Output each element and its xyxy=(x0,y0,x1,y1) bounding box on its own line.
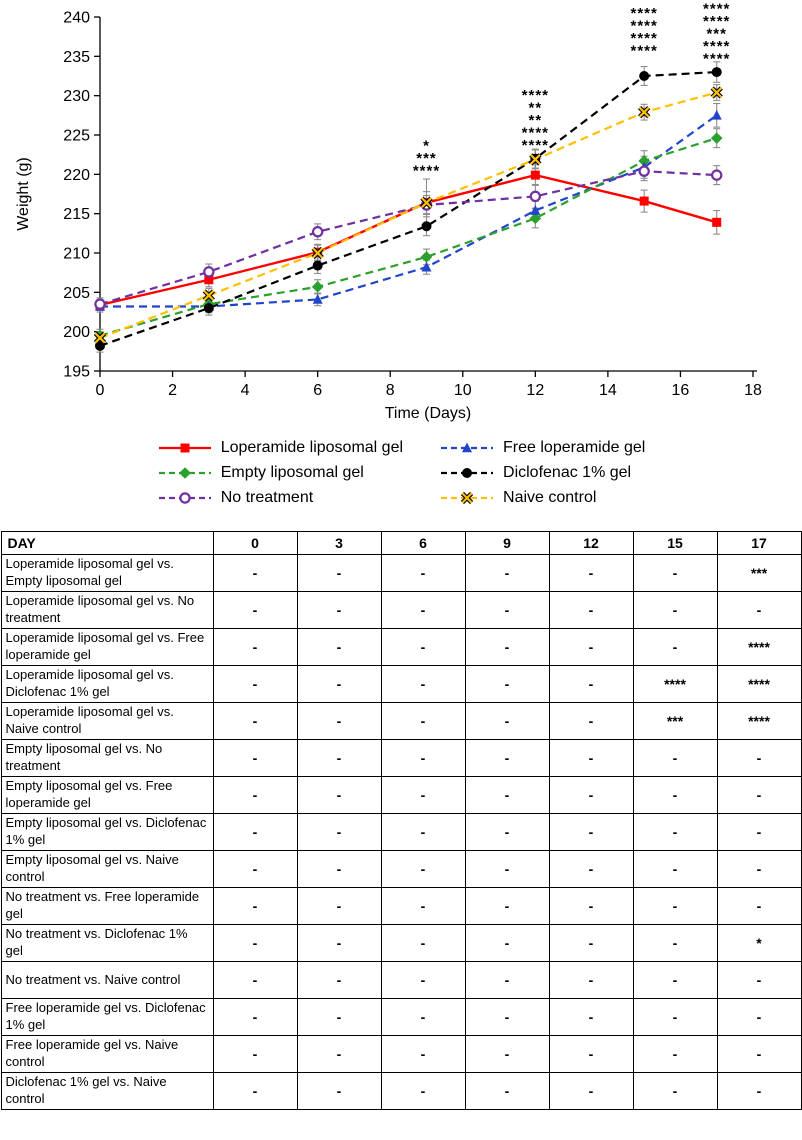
svg-text:2: 2 xyxy=(168,382,178,399)
svg-text:8: 8 xyxy=(385,382,395,399)
significance-cell: - xyxy=(717,888,801,925)
significance-cell: - xyxy=(297,555,381,592)
significance-cell: - xyxy=(633,851,717,888)
significance-cell: - xyxy=(381,777,465,814)
significance-cell: - xyxy=(549,999,633,1036)
significance-cell: - xyxy=(465,851,549,888)
significance-cell: - xyxy=(213,999,297,1036)
svg-text:****: **** xyxy=(521,86,550,104)
svg-text:****: **** xyxy=(703,0,731,18)
significance-cell: - xyxy=(549,666,633,703)
svg-text:****: **** xyxy=(630,42,658,60)
comparison-label: Empty liposomal gel vs. Diclofenac 1% gel xyxy=(1,814,213,851)
significance-cell: **** xyxy=(717,629,801,666)
legend-marker-icon xyxy=(439,465,495,481)
svg-text:4: 4 xyxy=(240,382,250,399)
comparison-label: Empty liposomal gel vs. Free loperamide gel xyxy=(1,777,213,814)
significance-cell: - xyxy=(549,777,633,814)
y-axis-title: Weight (g) xyxy=(15,157,32,231)
significance-cell: - xyxy=(297,925,381,962)
comparison-label: Loperamide liposomal gel vs. No treatment xyxy=(1,592,213,629)
comparison-label: Loperamide liposomal gel vs. Naive control xyxy=(1,703,213,740)
significance-cell: - xyxy=(633,1073,717,1110)
significance-cell: - xyxy=(633,1036,717,1073)
significance-cell: - xyxy=(381,629,465,666)
significance-cell: - xyxy=(549,703,633,740)
svg-text:220: 220 xyxy=(63,166,90,184)
significance-cell: - xyxy=(381,740,465,777)
significance-cell: - xyxy=(549,851,633,888)
significance-cell: - xyxy=(465,592,549,629)
svg-text:****: **** xyxy=(412,162,441,180)
significance-cell: - xyxy=(297,777,381,814)
significance-cell: - xyxy=(465,740,549,777)
significance-cell: - xyxy=(717,851,801,888)
table-row xyxy=(1,999,801,1036)
legend-label: Empty liposomal gel xyxy=(220,464,364,481)
legend-marker-icon xyxy=(439,490,495,506)
significance-cell: - xyxy=(213,888,297,925)
table-row xyxy=(1,962,801,999)
significance-cell: *** xyxy=(633,703,717,740)
legend-marker-icon xyxy=(439,440,495,456)
significance-cell: - xyxy=(381,1073,465,1110)
significance-cell: - xyxy=(465,814,549,851)
legend-marker-icon xyxy=(157,490,213,506)
comparison-label: No treatment vs. Naive control xyxy=(1,962,213,999)
significance-cell: - xyxy=(465,1073,549,1110)
svg-text:200: 200 xyxy=(63,324,90,342)
significance-cell: - xyxy=(297,1073,381,1110)
significance-cell: - xyxy=(213,777,297,814)
legend-label: No treatment xyxy=(220,489,314,506)
svg-text:6: 6 xyxy=(313,382,323,399)
svg-text:230: 230 xyxy=(63,88,90,106)
comparison-label: Loperamide liposomal gel vs. Diclofenac 1% gel xyxy=(1,666,213,703)
day-value-header: 12 xyxy=(549,532,633,555)
table-row xyxy=(1,1036,801,1073)
comparison-label: No treatment vs. Diclofenac 1% gel xyxy=(1,925,213,962)
significance-cell: - xyxy=(633,777,717,814)
svg-text:18: 18 xyxy=(744,382,762,399)
legend-item xyxy=(439,489,645,507)
svg-text:235: 235 xyxy=(63,48,90,66)
significance-cell: - xyxy=(633,925,717,962)
significance-cell: - xyxy=(381,592,465,629)
significance-cell: - xyxy=(297,962,381,999)
svg-text:**: ** xyxy=(528,99,543,117)
significance-cell: - xyxy=(549,888,633,925)
svg-text:***: *** xyxy=(706,25,727,43)
significance-cell: - xyxy=(381,851,465,888)
significance-cell: - xyxy=(549,962,633,999)
significance-cell: - xyxy=(381,555,465,592)
svg-text:0: 0 xyxy=(95,382,105,399)
significance-cell: - xyxy=(465,629,549,666)
table-row xyxy=(1,925,801,962)
significance-cell: - xyxy=(213,1073,297,1110)
significance-cell: - xyxy=(633,555,717,592)
significance-cell: - xyxy=(549,814,633,851)
significance-cell: - xyxy=(465,703,549,740)
comparison-label: Empty liposomal gel vs. Naive control xyxy=(1,851,213,888)
svg-text:14: 14 xyxy=(598,382,617,399)
significance-cell: - xyxy=(213,925,297,962)
legend-marker-icon xyxy=(157,465,213,481)
significance-cell: - xyxy=(297,814,381,851)
significance-cell: - xyxy=(381,1036,465,1073)
day-value-header: 17 xyxy=(717,532,801,555)
significance-cell: - xyxy=(297,592,381,629)
significance-cell: - xyxy=(465,925,549,962)
svg-text:210: 210 xyxy=(63,245,90,263)
significance-cell: - xyxy=(633,999,717,1036)
significance-cell: - xyxy=(381,814,465,851)
legend-label: Free loperamide gel xyxy=(503,439,646,456)
svg-text:240: 240 xyxy=(63,9,90,27)
table-row xyxy=(1,555,801,592)
significance-cell: - xyxy=(549,925,633,962)
table-row xyxy=(1,1073,801,1110)
table-row xyxy=(1,740,801,777)
svg-text:225: 225 xyxy=(63,127,90,145)
significance-cell: - xyxy=(213,555,297,592)
significance-cell: - xyxy=(633,592,717,629)
table-row xyxy=(1,592,801,629)
significance-cell: - xyxy=(549,740,633,777)
weight-chart xyxy=(0,0,802,432)
legend-item xyxy=(439,439,645,457)
table-row xyxy=(1,703,801,740)
significance-cell: - xyxy=(717,777,801,814)
svg-text:205: 205 xyxy=(63,284,90,302)
significance-cell: - xyxy=(633,740,717,777)
significance-cell: - xyxy=(717,592,801,629)
svg-text:****: **** xyxy=(630,17,658,35)
significance-cell: - xyxy=(213,703,297,740)
significance-cell: - xyxy=(465,1036,549,1073)
svg-text:****: **** xyxy=(521,124,550,142)
svg-text:****: **** xyxy=(521,136,550,154)
day-value-header: 15 xyxy=(633,532,717,555)
significance-cell: **** xyxy=(717,666,801,703)
chart-plot-area xyxy=(63,0,762,399)
significance-cell: - xyxy=(213,592,297,629)
significance-table xyxy=(1,531,802,1110)
legend-item xyxy=(157,489,403,507)
svg-text:16: 16 xyxy=(671,382,690,399)
significance-cell: - xyxy=(465,666,549,703)
legend-item xyxy=(439,464,645,482)
x-axis-title: Time (Days) xyxy=(384,405,472,422)
table-row xyxy=(1,814,801,851)
significance-cell: **** xyxy=(717,703,801,740)
table-header-row xyxy=(1,532,801,555)
significance-cell: - xyxy=(213,814,297,851)
legend-item xyxy=(157,464,403,482)
significance-cell: - xyxy=(297,629,381,666)
significance-cell: * xyxy=(717,925,801,962)
svg-text:****: **** xyxy=(630,5,658,23)
comparison-label: Loperamide liposomal gel vs. Free loperamide gel xyxy=(1,629,213,666)
significance-cell: - xyxy=(717,1073,801,1110)
comparison-label: Free loperamide gel vs. Naive control xyxy=(1,1036,213,1073)
table-row xyxy=(1,851,801,888)
significance-cell: - xyxy=(297,740,381,777)
significance-cell: - xyxy=(297,1036,381,1073)
svg-text:12: 12 xyxy=(526,382,545,399)
svg-text:*: * xyxy=(423,137,430,155)
day-value-header: 3 xyxy=(297,532,381,555)
significance-cell: - xyxy=(549,592,633,629)
legend-label: Loperamide liposomal gel xyxy=(220,439,404,456)
significance-cell: *** xyxy=(717,555,801,592)
svg-text:****: **** xyxy=(630,30,658,48)
day-value-header: 0 xyxy=(213,532,297,555)
legend-label: Naive control xyxy=(503,489,597,506)
table-body xyxy=(1,555,801,1110)
svg-text:195: 195 xyxy=(63,363,90,381)
table-row xyxy=(1,888,801,925)
legend-item xyxy=(157,439,403,457)
significance-cell: **** xyxy=(633,666,717,703)
significance-cell: - xyxy=(381,999,465,1036)
day-value-header: 6 xyxy=(381,532,465,555)
chart-legend xyxy=(157,439,646,507)
legend-marker-icon xyxy=(157,440,213,456)
table-row xyxy=(1,666,801,703)
significance-cell: - xyxy=(717,962,801,999)
significance-cell: - xyxy=(297,851,381,888)
significance-cell: - xyxy=(381,925,465,962)
significance-cell: - xyxy=(213,740,297,777)
significance-cell: - xyxy=(213,962,297,999)
significance-cell: - xyxy=(381,703,465,740)
significance-cell: - xyxy=(465,999,549,1036)
significance-cell: - xyxy=(381,962,465,999)
significance-cell: - xyxy=(633,814,717,851)
significance-cell: - xyxy=(381,888,465,925)
significance-cell: - xyxy=(717,1036,801,1073)
significance-cell: - xyxy=(633,962,717,999)
significance-cell: - xyxy=(717,740,801,777)
significance-cell: - xyxy=(297,999,381,1036)
significance-cell: - xyxy=(381,666,465,703)
significance-cell: - xyxy=(213,851,297,888)
significance-cell: - xyxy=(213,1036,297,1073)
significance-cell: - xyxy=(717,814,801,851)
comparison-label: Diclofenac 1% gel vs. Naive control xyxy=(1,1073,213,1110)
significance-cell: - xyxy=(633,888,717,925)
comparison-label: Loperamide liposomal gel vs. Empty liposomal gel xyxy=(1,555,213,592)
significance-cell: - xyxy=(465,777,549,814)
significance-cell: - xyxy=(465,962,549,999)
significance-cell: - xyxy=(297,666,381,703)
svg-text:****: **** xyxy=(703,37,731,55)
day-value-header: 9 xyxy=(465,532,549,555)
comparison-label: Empty liposomal gel vs. No treatment xyxy=(1,740,213,777)
significance-cell: - xyxy=(465,555,549,592)
svg-text:215: 215 xyxy=(63,206,90,224)
svg-text:****: **** xyxy=(703,50,731,68)
significance-cell: - xyxy=(633,629,717,666)
svg-text:***: *** xyxy=(416,149,437,167)
svg-text:**: ** xyxy=(528,111,543,129)
svg-text:****: **** xyxy=(703,12,731,30)
table-row xyxy=(1,629,801,666)
table-row xyxy=(1,777,801,814)
significance-cell: - xyxy=(549,629,633,666)
significance-cell: - xyxy=(549,1073,633,1110)
significance-cell: - xyxy=(213,629,297,666)
significance-cell: - xyxy=(549,555,633,592)
day-column-header: DAY xyxy=(1,532,213,555)
legend-label: Diclofenac 1% gel xyxy=(503,464,632,481)
significance-cell: - xyxy=(549,1036,633,1073)
significance-cell: - xyxy=(297,888,381,925)
significance-cell: - xyxy=(717,999,801,1036)
comparison-label: No treatment vs. Free loperamide gel xyxy=(1,888,213,925)
svg-text:10: 10 xyxy=(453,382,472,399)
comparison-label: Free loperamide gel vs. Diclofenac 1% gel xyxy=(1,999,213,1036)
significance-cell: - xyxy=(297,703,381,740)
significance-cell: - xyxy=(465,888,549,925)
significance-cell: - xyxy=(213,666,297,703)
